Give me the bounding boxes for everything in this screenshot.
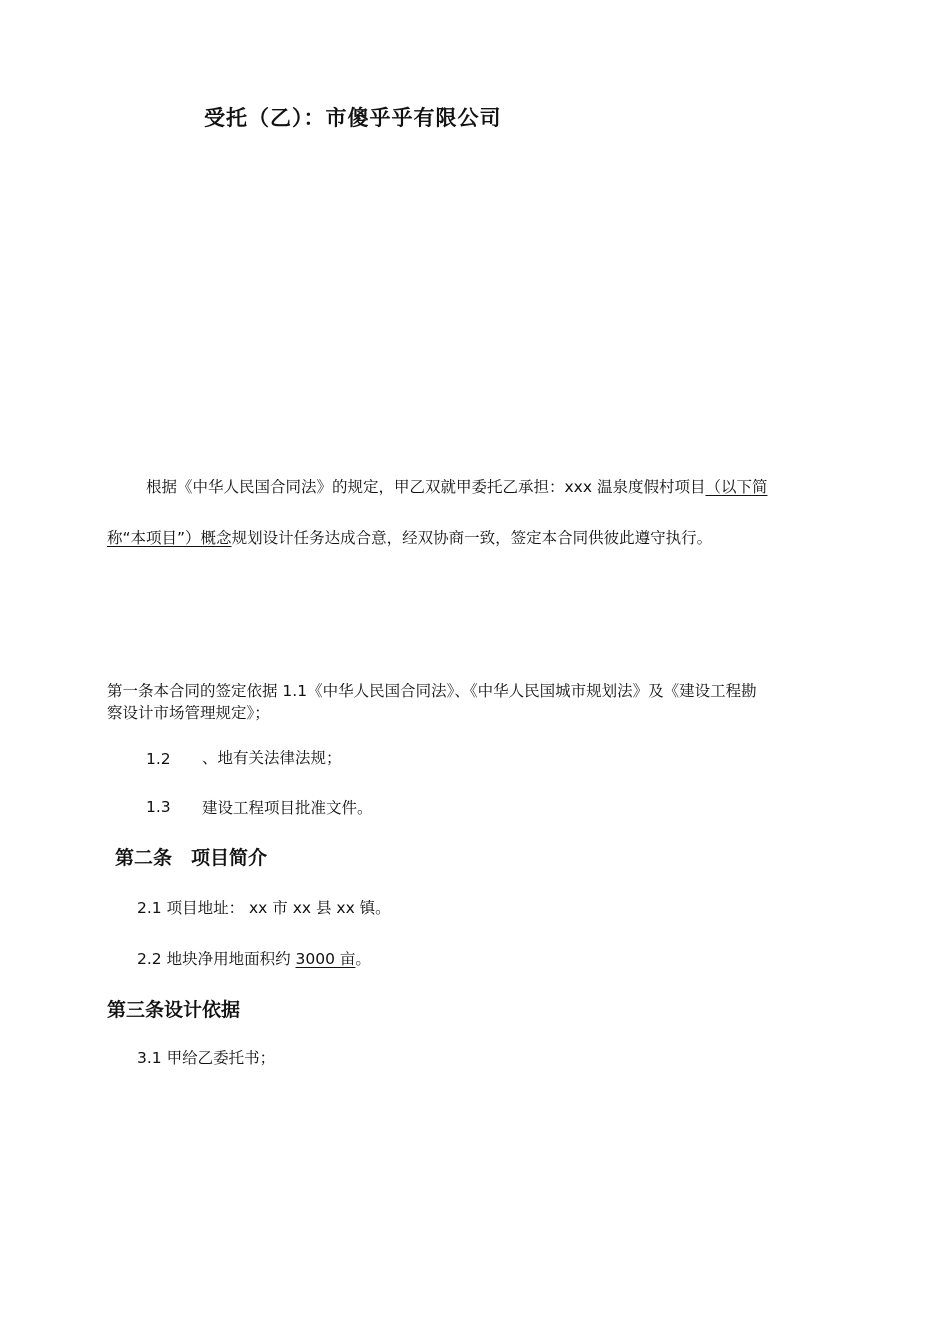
article1-item-number: 1.3 [146,798,171,816]
article1-line-2: 察设计市场管理规定》； [107,704,270,722]
intro-underlined-1: （以下简 [705,478,768,496]
intro-underlined-2: 称“本项目”）概念 [107,529,232,547]
article3-heading: 第三条设计依据 [107,999,241,1021]
article2-item-area [137,949,371,969]
article1-line-1: 第一条本合同的签定依据 1.1《中华人民国合同法》、《中华人民国城市规划法》及《建设工程勘 [107,682,757,700]
intro-text-1: 根据《中华人民国合同法》的规定，甲乙双就甲委托乙承担：xxx 温泉度假村项目 [146,478,706,496]
area-value: 3000 亩 [295,950,356,968]
area-end: 。 [355,950,371,968]
article2-item-address: 2.1 项目地址： xx 市 xx 县 xx 镇。 [137,899,391,917]
article2-heading: 第二条 项目简介 [115,847,268,869]
intro-line-1 [146,477,767,497]
intro-line-2 [107,528,712,548]
intro-text-2: 规划设计任务达成合意，经双协商一致，签定本合同供彼此遵守执行。 [231,529,713,547]
article1-item-number: 1.2 [146,750,171,768]
article1-item-text: 建设工程项目批准文件。 [202,799,373,817]
article1-item-text: 、地有关法律法规； [202,749,342,767]
article3-item-1: 3.1 甲给乙委托书； [137,1049,276,1067]
area-label: 2.2 地块净用地面积约 [137,950,296,968]
contract-party-title: 受托（乙）：市傻乎乎有限公司 [204,106,502,130]
